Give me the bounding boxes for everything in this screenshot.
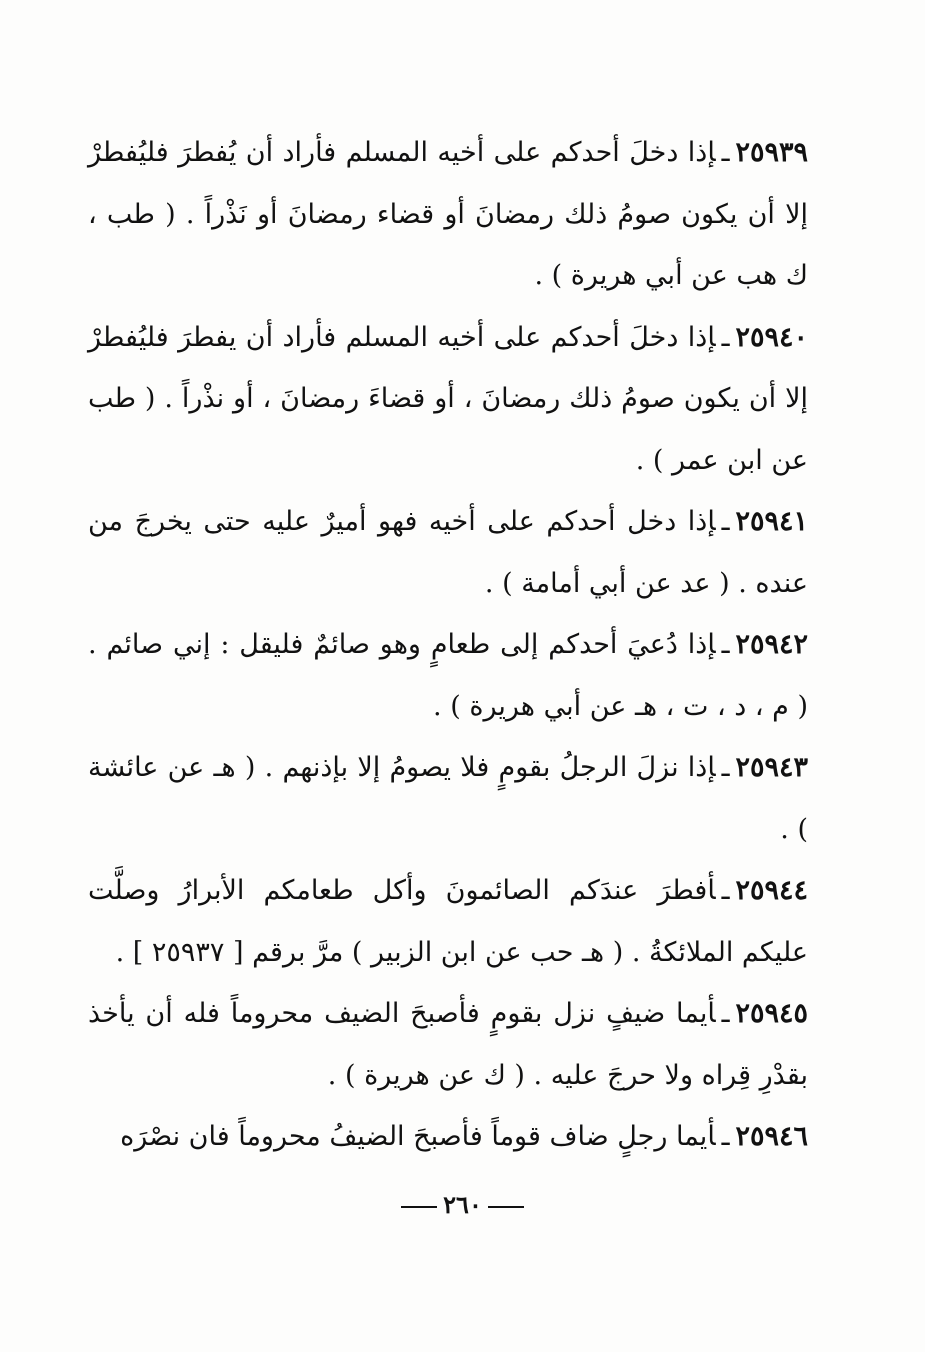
hadith-number: ٢٥٩٤٥ [735,998,808,1029]
hadith-entry [88,1106,808,1168]
hadith-number: ٢٥٩٤٢ [735,629,808,660]
hadith-entry [88,983,808,1106]
hadith-number: ٢٥٩٤٤ [735,875,808,906]
hadith-text: إذا دخلَ أحدكم على أخيه المسلم فأراد أن يفطرَ فليُفطرْ إلا أن يكون صومُ ذلك رمضانَ ، أو قضاءَ رمضانَ ، أو نذْراً . ( طب عن ابن عمر ) . [88,321,808,476]
entry-dash: ـ [721,998,730,1029]
entry-dash: ـ [721,752,730,783]
entry-dash: ـ [721,1121,730,1152]
hadith-number: ٢٥٩٤١ [735,506,808,537]
hadith-entry [88,614,808,737]
hadith-text: أيما رجلٍ ضاف قوماً فأصبحَ الضيفُ محروماً فان نصْرَه [120,1121,716,1152]
hadith-number: ٢٥٩٤٣ [735,752,808,783]
page-number: ٢٦٠ [443,1190,482,1219]
page-body [88,122,808,1168]
page-number-footer [0,1190,925,1219]
hadith-text: إذا نزلَ الرجلُ بقومٍ فلا يصومُ إلا بإذنهم . ( هـ عن عائشة ) . [88,752,808,845]
hadith-number: ٢٥٩٣٩ [735,137,808,168]
entry-dash: ـ [721,875,730,906]
hadith-number: ٢٥٩٤٦ [735,1121,808,1152]
hadith-text: أيما ضيفٍ نزل بقومٍ فأصبحَ الضيف محروماً فله أن يأخذ بقدْرِ قِراه ولا حرجَ عليه . ( ك عن هريرة ) . [88,998,808,1091]
hadith-text: أفطرَ عندَكم الصائمونَ وأكل طعامكم الأبرارُ وصلَّت عليكم الملائكةُ . ( هـ حب عن ابن الزبير ) مرَّ برقم [ ٢٥٩٣٧ ] . [88,875,808,968]
hadith-number: ٢٥٩٤٠ [735,321,808,353]
hadith-entry [88,737,808,860]
hadith-text: إذا دخل أحدكم على أخيه فهو أميرٌ عليه حتى يخرجَ من عنده . ( عد عن أبي أمامة ) . [88,506,808,599]
hadith-entry [88,122,808,307]
entry-dash: ـ [721,137,730,168]
footer-rule-left [488,1206,524,1208]
entry-dash: ـ [721,321,730,353]
hadith-entry [88,307,808,492]
hadith-text: إذا دخلَ أحدكم على أخيه المسلم فأراد أن يُفطرَ فليُفطرْ إلا أن يكون صومُ ذلك رمضانَ أو قضاء رمضانَ أو نَذْراً . ( طب ، ك هب عن أبي هريرة ) . [88,137,808,291]
entry-dash: ـ [721,506,730,537]
entry-dash: ـ [721,629,730,660]
footer-rule-right [401,1206,437,1208]
hadith-text: إذا دُعيَ أحدكم إلى طعامٍ وهو صائمٌ فليقل : إني صائم . ( م ، د ، ت ، هـ عن أبي هريرة ) . [88,629,808,722]
hadith-entry [88,491,808,614]
hadith-entry [88,860,808,983]
